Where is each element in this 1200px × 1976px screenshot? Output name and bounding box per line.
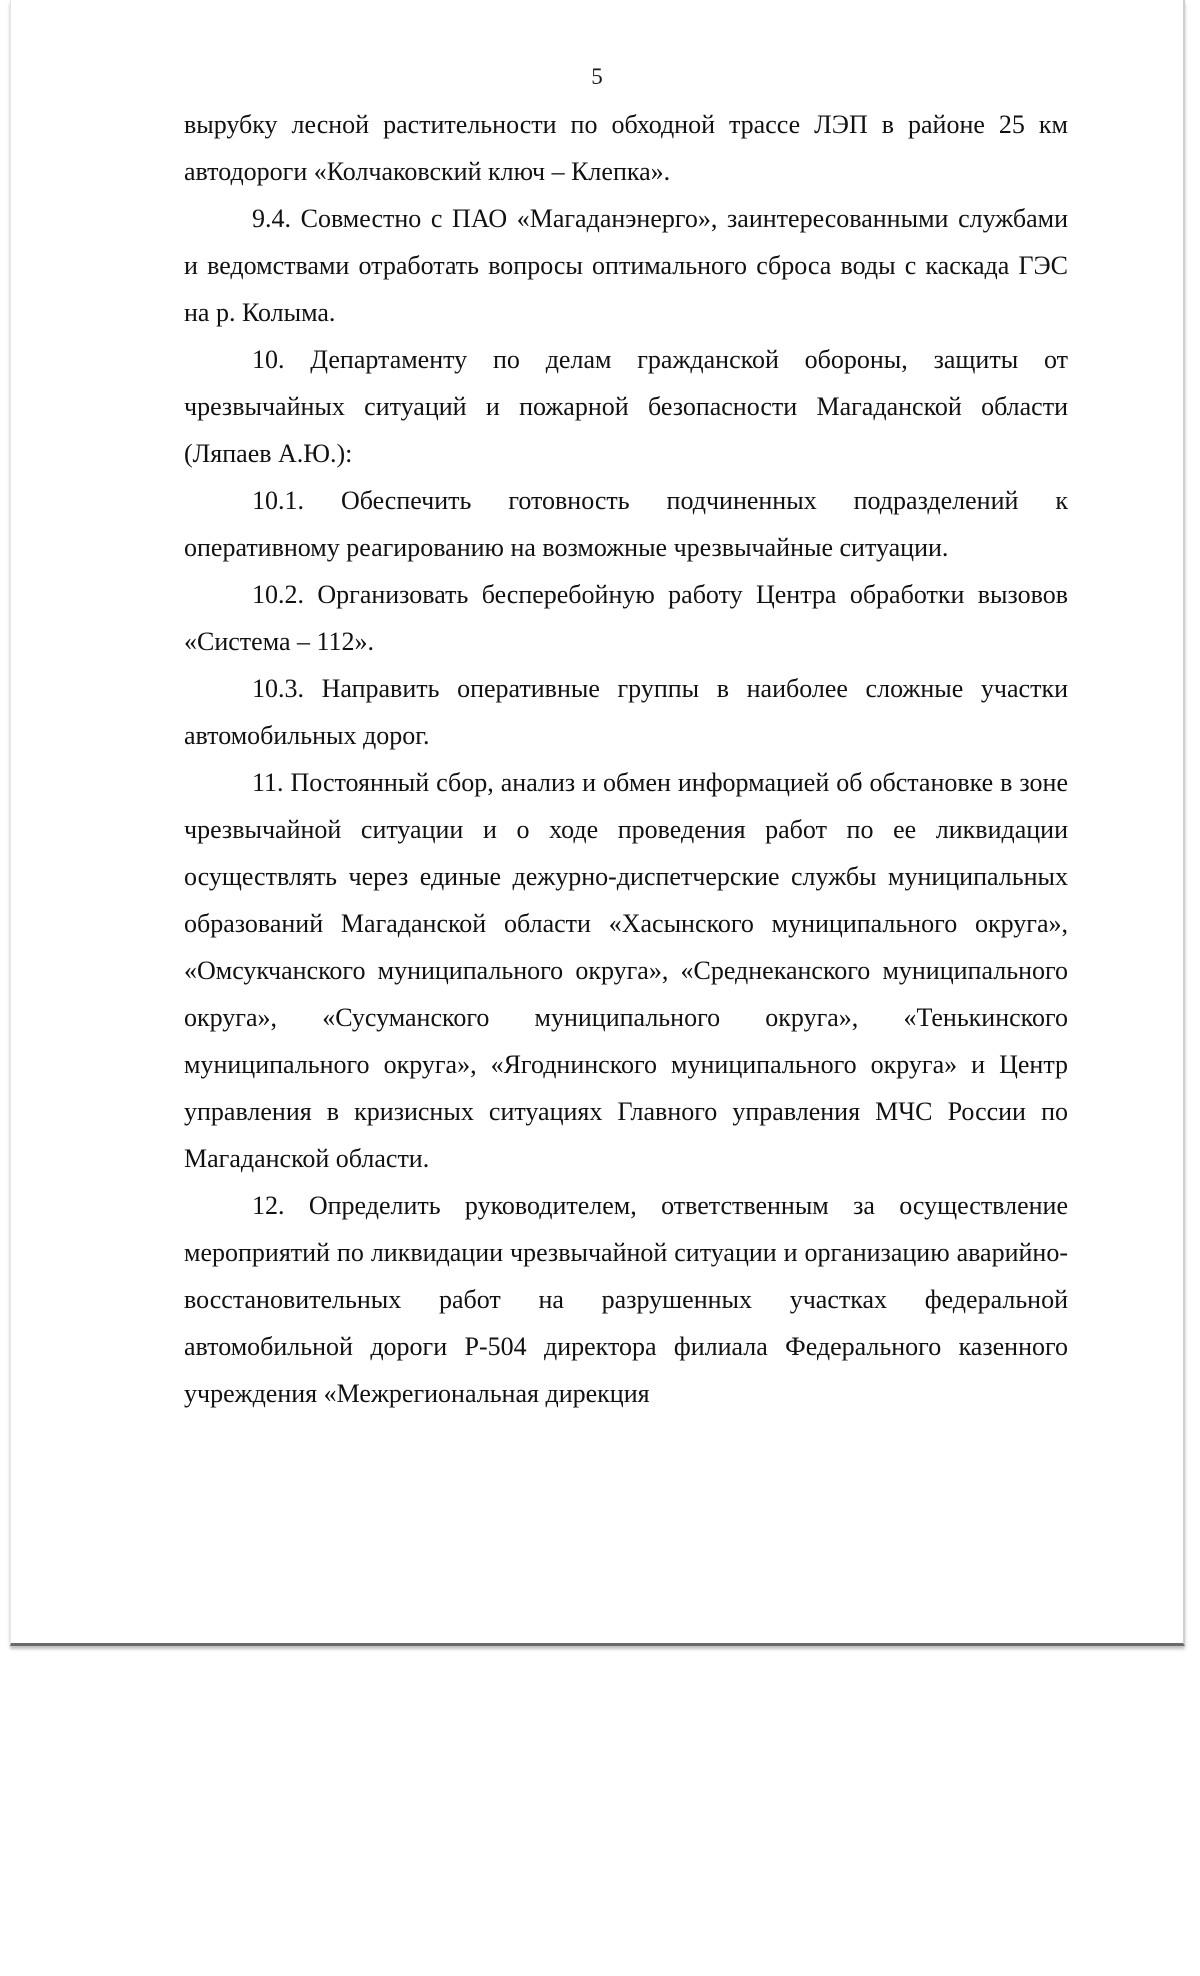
- paragraph-item-10-1: 10.1. Обеспечить готовность подчиненных подразделений к оперативному реагированию на возможные чрезвычайные ситуации.: [184, 486, 1068, 562]
- paragraph-item-10-2: 10.2. Организовать бесперебойную работу Центра обработки вызовов «Система – 112».: [184, 580, 1068, 656]
- paragraph-item-11: 11. Постоянный сбор, анализ и обмен информацией об обстановке в зоне чрезвычайной ситуации и о ходе проведения работ по ее ликвидации осуществлять через единые дежурно-диспетчерские службы муниципальных образований Магаданской области «Хасынского муниципального округа», «Омсукчанского муниципального округа», «Среднеканского муниципального округа», «Сусуманского муниципального округа», «Тенькинского муниципального округа», «Ягоднинского муниципального округа» и Центр управления в кризисных ситуациях Главного управления МЧС России по Магаданской области.: [184, 768, 1068, 1173]
- document-body: [184, 101, 1068, 1417]
- paragraph-item-12: 12. Определить руководителем, ответственным за осуществление мероприятий по ликвидации чрезвычайной ситуации и организацию аварийно-восстановительных работ на разрушенных участках федеральной автомобильной дороги Р-504 директора филиала Федерального казенного учреждения «Межрегиональная дирекция: [184, 1191, 1068, 1408]
- page-number: 5: [591, 64, 603, 89]
- paragraph-item-10-3: 10.3. Направить оперативные группы в наиболее сложные участки автомобильных дорог.: [184, 674, 1068, 750]
- document-page: [10, 0, 1185, 1646]
- paragraph-item-9-4: 9.4. Совместно с ПАО «Магаданэнерго», заинтересованными службами и ведомствами отработать вопросы оптимального сброса воды с каскада ГЭС на р. Колыма.: [184, 204, 1068, 327]
- paragraph-item-10: 10. Департаменту по делам гражданской обороны, защиты от чрезвычайных ситуаций и пожарной безопасности Магаданской области (Ляпаев А.Ю.):: [184, 345, 1068, 468]
- paragraph-continuation: вырубку лесной растительности по обходной трассе ЛЭП в районе 25 км автодороги «Колчаковский ключ – Клепка».: [184, 110, 1068, 186]
